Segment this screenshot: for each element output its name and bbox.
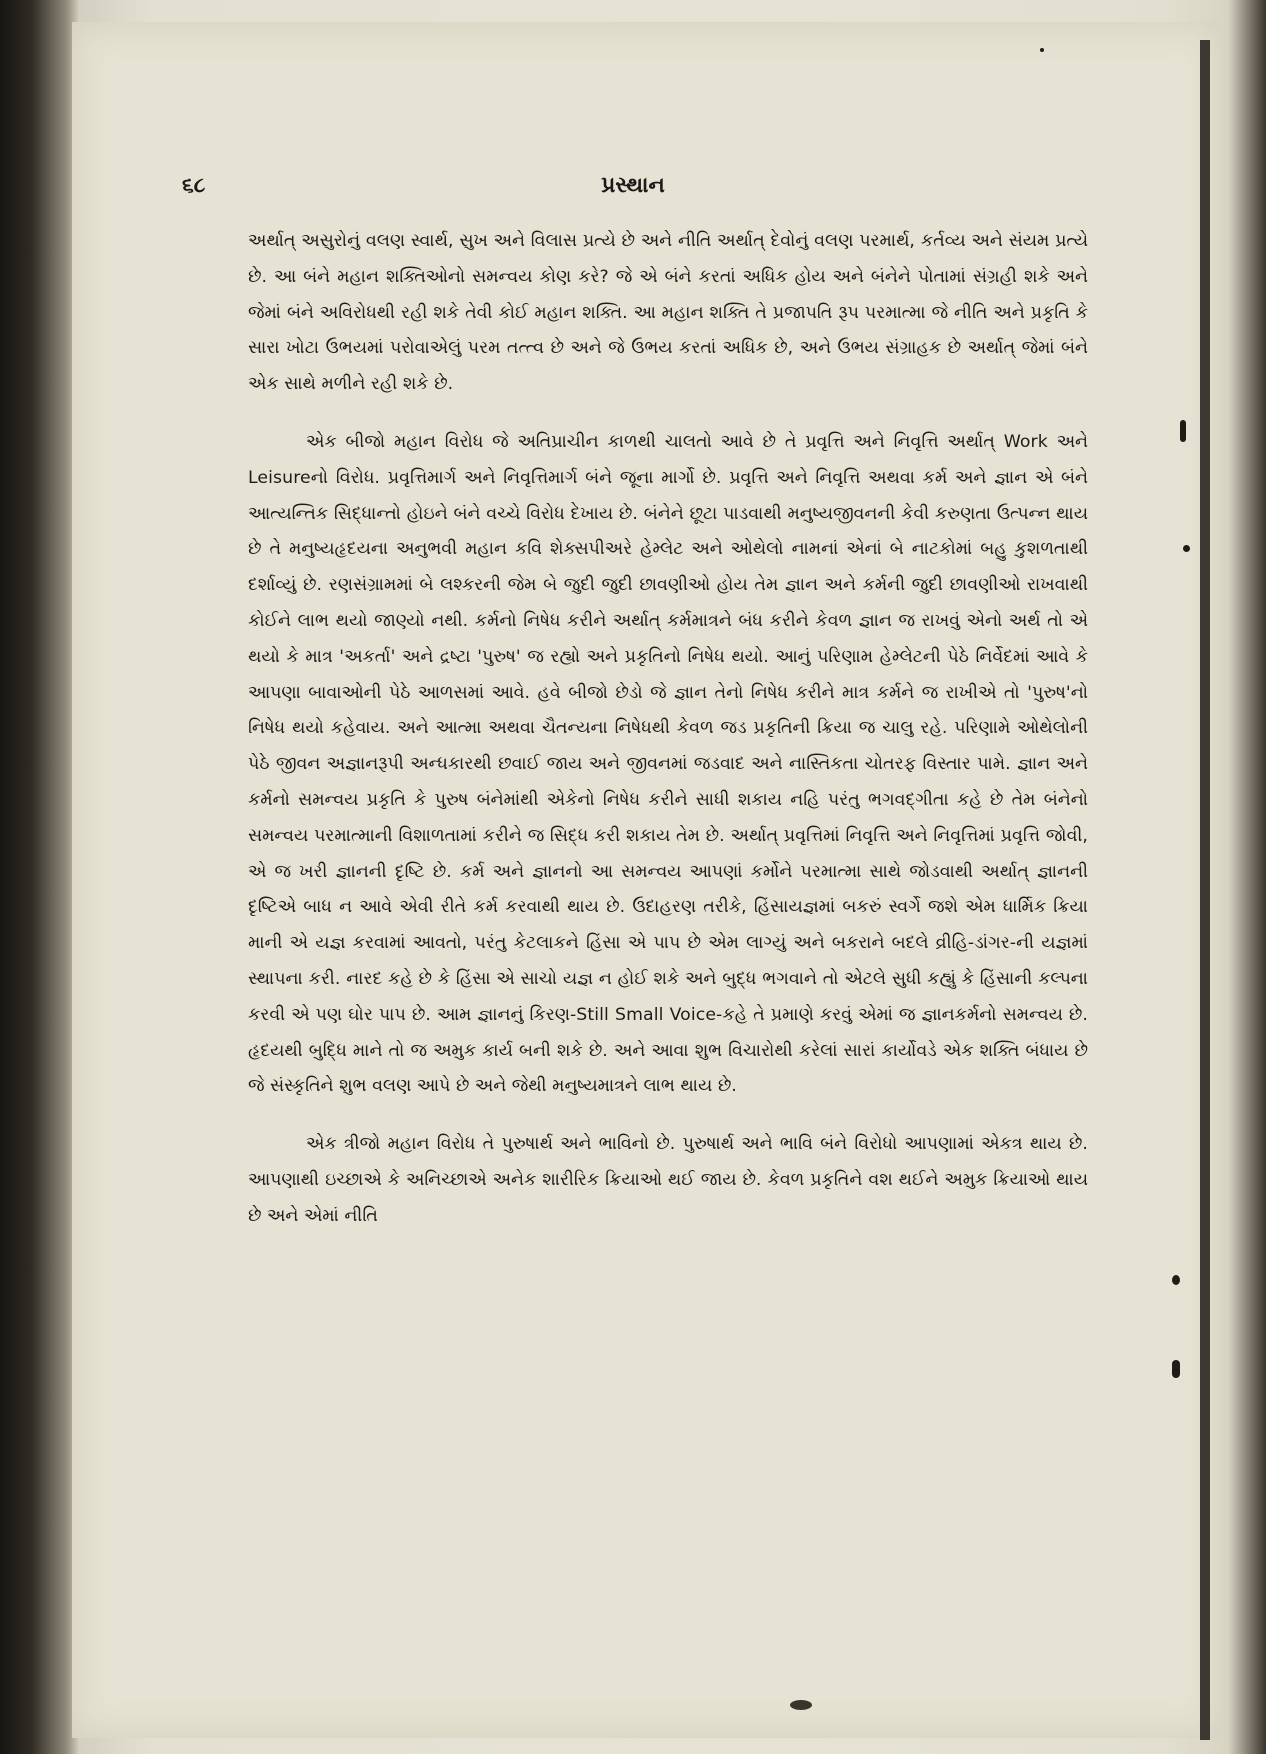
book-edge-shadow xyxy=(0,0,78,1754)
running-title: પ્રસ્થાન xyxy=(601,172,665,198)
paragraph-3: એક ત્રીજો મહાન વિરોધ તે પુરુષાર્થ અને ભાવિનો છે. પુરુષાર્થ અને ભાવિ બંને વિરોધો આપણામાં એકત્ર થાય છે. આપણાથી ઇચ્છાએ કે અનિચ્છાએ અનેક શારીરિક ક્રિયાઓ થઈ જાય છે. કેવળ પ્રકૃતિને વશ થઈને અમુક ક્રિયાઓ થાય છે અને એમાં નીતિ xyxy=(248,1134,1088,1226)
page-number: ૬૮ xyxy=(182,172,206,197)
page-header xyxy=(0,172,1266,212)
paragraph-1: અર્થાત્ અસુરોનું વલણ સ્વાર્થ, સુખ અને વિલાસ પ્રત્યે છે અને નીતિ અર્થાત્ દેવોનું વલણ પરમાર્થ, કર્તવ્ય અને સંયમ પ્રત્યે છે. આ બંને મહાન શક્તિઓનો સમન્વય કોણ કરે? જે એ બંને કરતાં અધિક હોય અને બંનેને પોતામાં સંગ્રહી શકે અને જેમાં બંને અવિરોધથી રહી શકે તેવી કોઈ મહાન શક્તિ. આ મહાન શક્તિ તે પ્રજાપતિ રૂપ પરમાત્મા જે નીતિ અને પ્રકૃતિ કે સારા ખોટા ઉભયમાં પરોવાએલું પરમ તત્ત્વ છે અને જે ઉભય કરતાં અધિક છે, અને ઉભય સંગ્રાહક છે અર્થાત્ જેમાં બંને એક સાથે મળીને રહી શકે છે. xyxy=(248,231,1088,395)
speck-mark xyxy=(1183,545,1190,552)
speck-mark xyxy=(1172,1360,1180,1378)
speck-mark xyxy=(1040,48,1044,52)
speck-mark xyxy=(1172,1275,1180,1285)
paragraph-2: એક બીજો મહાન વિરોધ જે અતિપ્રાચીન કાળથી ચાલતો આવે છે તે પ્રવૃત્તિ અને નિવૃત્તિ અર્થાત્ Work અને Leisureનો વિરોધ. પ્રવૃત્તિમાર્ગ અને નિવૃત્તિમાર્ગ બંને જૂના માર્ગો છે. પ્રવૃત્તિ અને નિવૃત્તિ અથવા કર્મ અને જ્ઞાન એ બંને આત્યન્તિક સિદ્ધાન્તો હોઇને બંને વચ્ચે વિરોધ દેખાય છે. બંનેને છૂટા પાડવાથી મનુષ્યજીવનની કેવી કરુણતા ઉત્પન્ન થાય છે તે મનુષ્યહૃદયના અનુભવી મહાન કવિ શેક્સપીઅરે હેમ્લેટ અને ઓથેલો નામનાં એનાં બે નાટકોમાં બહુ કુશળતાથી દર્શાવ્યું છે. રણસંગ્રામમાં બે લશ્કરની જેમ બે જુદી જુદી છાવણીઓ હોય તેમ જ્ઞાન અને કર્મની જુદી છાવણીઓ રાખવાથી કોઈને લાભ થયો જાણ્યો નથી. કર્મનો નિષેધ કરીને અર્થાત્ કર્મમાત્રને બંધ કરીને કેવળ જ્ઞાન જ રાખવું એનો અર્થ તો એ થયો કે માત્ર 'અકર્તા' અને દ્રષ્ટા 'પુરુષ' જ રહ્યો અને પ્રકૃતિનો નિષેધ થયો. આનું પરિણામ હેમ્લેટની પેઠે નિર્વેદમાં આવે કે આપણા બાવાઓની પેઠે આળસમાં આવે. હવે બીજો છેડો જે જ્ઞાન તેનો નિષેધ કરીને માત્ર કર્મને જ રાખીએ તો 'પુરુષ'નો નિષેધ થયો કહેવાય. અને આત્મા અથવા ચૈતન્યના નિષેધથી કેવળ જડ પ્રકૃતિની ક્રિયા જ ચાલુ રહે. પરિણામે ઓથેલોની પેઠે જીવન અજ્ઞાનરૂપી અન્ધકારથી છવાઈ જાય અને જીવનમાં જડવાદ અને નાસ્તિકતા ચોતરફ વિસ્તાર પામે. જ્ઞાન અને કર્મનો સમન્વય પ્રકૃતિ કે પુરુષ બંનેમાંથી એકેનો નિષેધ કરીને સાધી શકાય નહિ પરંતુ ભગવદ્ગીતા કહે છે તેમ બંનેનો સમન્વય પરમાત્માની વિશાળતામાં કરીને જ સિદ્ધ કરી શકાય તેમ છે. અર્થાત્ પ્રવૃત્તિમાં નિવૃત્તિ અને નિવૃત્તિમાં પ્રવૃત્તિ જોવી, એ જ ખરી જ્ઞાનની દૃષ્ટિ છે. કર્મ અને જ્ઞાનનો આ સમન્વય આપણાં કર્મોને પરમાત્મા સાથે જોડવાથી અર્થાત્ જ્ઞાનની દૃષ્ટિએ બાધ ન આવે એવી રીતે કર્મ કરવાથી થાય છે. ઉદાહરણ તરીકે, હિંસાયજ્ઞમાં બકરું સ્વર્ગે જશે એમ ધાર્મિક ક્રિયા માની એ યજ્ઞ કરવામાં આવતો, પરંતુ કેટલાકને હિંસા એ પાપ છે એમ લાગ્યું અને બકરાને બદલે વ્રીહિ-ડાંગર-ની યજ્ઞમાં સ્થાપના કરી. નારદ કહે છે કે હિંસા એ સાચો યજ્ઞ ન હોઈ શકે અને બુદ્ધ ભગવાને તો એટલે સુધી કહ્યું કે હિંસાની કલ્પના કરવી એ પણ ઘોર પાપ છે. આમ જ્ઞાનનું કિરણ-Still Small Voice-કહે તે પ્રમાણે કરવું એમાં જ જ્ઞાનકર્મનો સમન્વય છે. હૃદયથી બુદ્ધિ માને તો જ અમુક કાર્ય બની શકે છે. અને આવા શુભ વિચારોથી કરેલાં સારાં કાર્યોવડે એક શક્તિ બંધાય છે જે સંસ્કૃતિને શુભ વલણ આપે છે અને જેથી મનુષ્યમાત્રને લાભ થાય છે. xyxy=(248,431,1088,1097)
body-text xyxy=(248,224,1088,1235)
bottom-ink-mark xyxy=(790,1700,812,1710)
page-spine xyxy=(1200,40,1210,1740)
speck-mark xyxy=(1180,420,1186,442)
